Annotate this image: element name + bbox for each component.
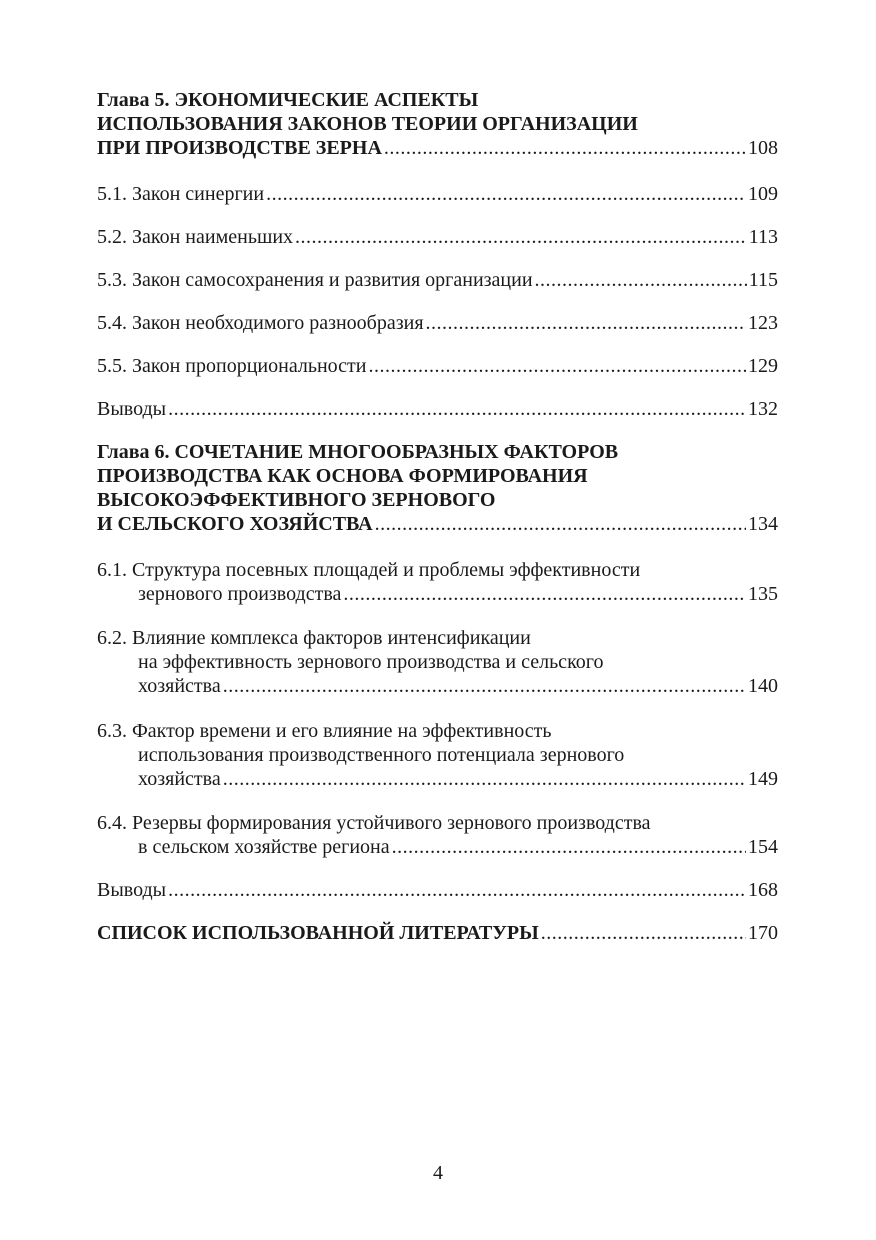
toc-section-title: 5.1. Закон синергии (97, 183, 265, 205)
toc-chapter-5-line-2: ИСПОЛЬЗОВАНИЯ ЗАКОНОВ ТЕОРИИ ОРГАНИЗАЦИИ (97, 113, 638, 135)
toc-page-number: 115 (748, 269, 778, 291)
toc-section-line-2: на эффективность зернового производства и сельского (138, 651, 604, 673)
toc-conclusions-5 (97, 397, 778, 421)
toc-page-number: 154 (748, 836, 778, 858)
toc-leader-dots (541, 921, 746, 945)
toc-leader-dots (375, 512, 746, 536)
toc-leader-dots (266, 182, 746, 206)
toc-chapter-5-line-1: Глава 5. ЭКОНОМИЧЕСКИЕ АСПЕКТЫ (97, 89, 479, 111)
toc-chapter-6-line-2: ПРОИЗВОДСТВА КАК ОСНОВА ФОРМИРОВАНИЯ (97, 465, 588, 487)
toc-section-line-1: 6.1. Структура посевных площадей и проблемы эффективности (97, 559, 641, 581)
toc-page-number: 132 (748, 398, 778, 420)
toc-section-6-3 (97, 719, 778, 791)
toc-page-number: 140 (748, 675, 778, 697)
toc-leader-dots (343, 582, 746, 606)
toc-section-line-2: использования производственного потенциала зернового (138, 744, 625, 766)
toc-page-number: 123 (748, 312, 778, 334)
toc-page-number: 168 (748, 879, 778, 901)
toc-section-title: СПИСОК ИСПОЛЬЗОВАННОЙ ЛИТЕРАТУРЫ (97, 922, 539, 944)
toc-section-title: 5.3. Закон самосохранения и развития организации (97, 269, 533, 291)
toc-leader-dots (384, 136, 746, 160)
toc-chapter-6-line-4: И СЕЛЬСКОГО ХОЗЯЙСТВА (97, 513, 373, 535)
toc-section-5-2 (97, 225, 778, 249)
toc-section-5-3 (97, 268, 778, 292)
toc-section-title: Выводы (97, 879, 167, 901)
toc-leader-dots (168, 878, 746, 902)
toc-section-5-5 (97, 354, 778, 378)
toc-leader-dots (426, 311, 746, 335)
toc-chapter-5 (97, 88, 778, 160)
toc-page-number: 135 (748, 583, 778, 605)
toc-chapter-6-last-line (97, 512, 778, 536)
toc-page-number: 113 (748, 226, 778, 248)
toc-section-line-2: зернового производства (138, 583, 342, 605)
toc-chapter-6-line-1: Глава 6. СОЧЕТАНИЕ МНОГООБРАЗНЫХ ФАКТОРОВ (97, 441, 619, 463)
toc-page-number: 108 (748, 137, 778, 159)
toc-section-title: 5.4. Закон необходимого разнообразия (97, 312, 424, 334)
toc-page-number: 134 (748, 513, 778, 535)
toc-leader-dots (223, 767, 746, 791)
page-number: 4 (433, 1162, 443, 1184)
toc-section-line-2: в сельском хозяйстве региона (138, 836, 390, 858)
toc-chapter-6-line-3: ВЫСОКОЭФФЕКТИВНОГО ЗЕРНОВОГО (97, 489, 496, 511)
toc-section-line-3: хозяйства (138, 768, 221, 790)
toc-leader-dots (392, 835, 746, 859)
toc-leader-dots (223, 674, 746, 698)
toc-leader-dots (168, 397, 746, 421)
toc-chapter-6 (97, 440, 778, 536)
toc-section-line-1: 6.3. Фактор времени и его влияние на эффективность (97, 720, 552, 742)
toc-section-title: Выводы (97, 398, 167, 420)
toc-page-number: 109 (748, 183, 778, 205)
toc-section-6-4 (97, 811, 778, 859)
toc-section-line-1: 6.4. Резервы формирования устойчивого зернового производства (97, 812, 651, 834)
toc-leader-dots (535, 268, 747, 292)
toc-section-5-1 (97, 182, 778, 206)
toc-page-number: 149 (748, 768, 778, 790)
toc-chapter-5-line-3: ПРИ ПРОИЗВОДСТВЕ ЗЕРНА (97, 137, 382, 159)
toc-section-title: 5.5. Закон пропорциональности (97, 355, 367, 377)
toc-page-number: 170 (748, 922, 778, 944)
toc-section-line-1: 6.2. Влияние комплекса факторов интенсификации (97, 627, 531, 649)
toc-references (97, 921, 778, 945)
toc-section-6-2 (97, 626, 778, 698)
toc-leader-dots (295, 225, 747, 249)
toc-section-line-3: хозяйства (138, 675, 221, 697)
toc-chapter-5-last-line (97, 136, 778, 160)
toc-conclusions-6 (97, 878, 778, 902)
toc-page-number: 129 (748, 355, 778, 377)
toc-section-title: 5.2. Закон наименьших (97, 226, 294, 248)
toc-section-5-4 (97, 311, 778, 335)
toc-leader-dots (369, 354, 747, 378)
toc-section-6-1 (97, 558, 778, 606)
